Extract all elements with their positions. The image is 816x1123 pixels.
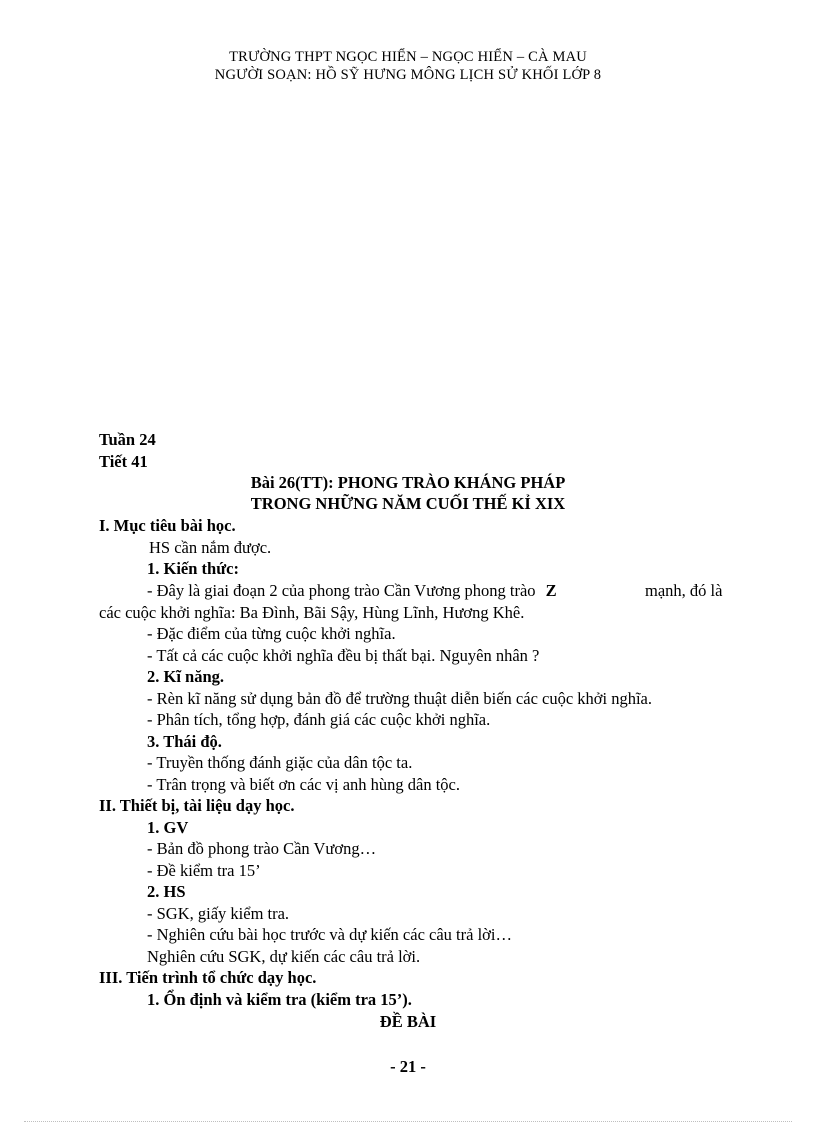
week-label: Tuần 24: [99, 430, 156, 449]
hs-item-3: Nghiên cứu SGK, dự kiến các câu trả lời.: [147, 947, 421, 966]
section-3-heading: III. Tiến trình tổ chức dạy học.: [99, 968, 317, 987]
lesson-title-line1: Bài 26(TT): PHONG TRÀO KHÁNG PHÁP: [250, 473, 566, 492]
section-1-intro: HS cần nắm được.: [149, 538, 272, 557]
step-1-heading: 1. Ổn định và kiểm tra (kiểm tra 15’).: [147, 990, 412, 1009]
hs-heading: 2. HS: [147, 882, 186, 901]
skills-heading: 2. Kĩ năng.: [147, 667, 225, 686]
knowledge-item-3: - Tất cả các cuộc khởi nghĩa đều bị thất bại. Nguyên nhân ?: [147, 646, 540, 665]
knowledge-item-1: [147, 581, 557, 601]
hs-item-2: - Nghiên cứu bài học trước và dự kiến các câu trả lời…: [147, 925, 512, 944]
knowledge-heading: 1. Kiến thức:: [147, 559, 239, 578]
gv-item-1: - Bản đồ phong trào Cần Vương…: [147, 839, 377, 858]
header-author-line: NGƯỜI SOẠN: HỒ SỸ HƯNG MÔNG LỊCH SỬ KHỐI LỚP 8: [214, 67, 602, 83]
knowledge-item-1-part2: mạnh, đó là: [645, 581, 723, 600]
knowledge-item-2: - Đặc điểm của từng cuộc khởi nghĩa.: [147, 624, 396, 643]
exam-title: ĐỀ BÀI: [379, 1012, 437, 1031]
attitude-item-1: - Truyền thống đánh giặc của dân tộc ta.: [147, 753, 413, 772]
page-bottom-divider: [24, 1121, 792, 1122]
section-1-heading: I. Mục tiêu bài học.: [99, 516, 236, 535]
hs-item-1: - SGK, giấy kiểm tra.: [147, 904, 290, 923]
attitude-heading: 3. Thái độ.: [147, 732, 222, 751]
page-number: - 21 -: [390, 1057, 426, 1076]
skills-item-1: - Rèn kĩ năng sử dụng bản đồ để trường thuật diễn biến các cuộc khởi nghĩa.: [147, 689, 653, 708]
header-school-line: TRƯỜNG THPT NGỌC HIỂN – NGỌC HIỂN – CÀ MAU: [229, 49, 587, 65]
attitude-item-2: - Trân trọng và biết ơn các vị anh hùng dân tộc.: [147, 775, 460, 794]
skills-item-2: - Phân tích, tổng hợp, đánh giá các cuộc khởi nghĩa.: [147, 710, 491, 729]
gv-item-2: - Đề kiểm tra 15’: [147, 861, 261, 880]
period-label: Tiết 41: [99, 452, 148, 471]
knowledge-item-1-part1: - Đây là giai đoạn 2 của phong trào Cần Vương phong trào: [147, 581, 536, 600]
gv-heading: 1. GV: [147, 818, 189, 837]
knowledge-item-1-cont: các cuộc khởi nghĩa: Ba Đình, Bãi Sậy, Hùng Lĩnh, Hương Khê.: [99, 603, 525, 622]
section-2-heading: II. Thiết bị, tài liệu dạy học.: [99, 796, 295, 815]
knowledge-item-1-z: Z: [545, 581, 557, 600]
lesson-title-line2: TRONG NHỮNG NĂM CUỐI THẾ KỈ XIX: [250, 494, 566, 513]
